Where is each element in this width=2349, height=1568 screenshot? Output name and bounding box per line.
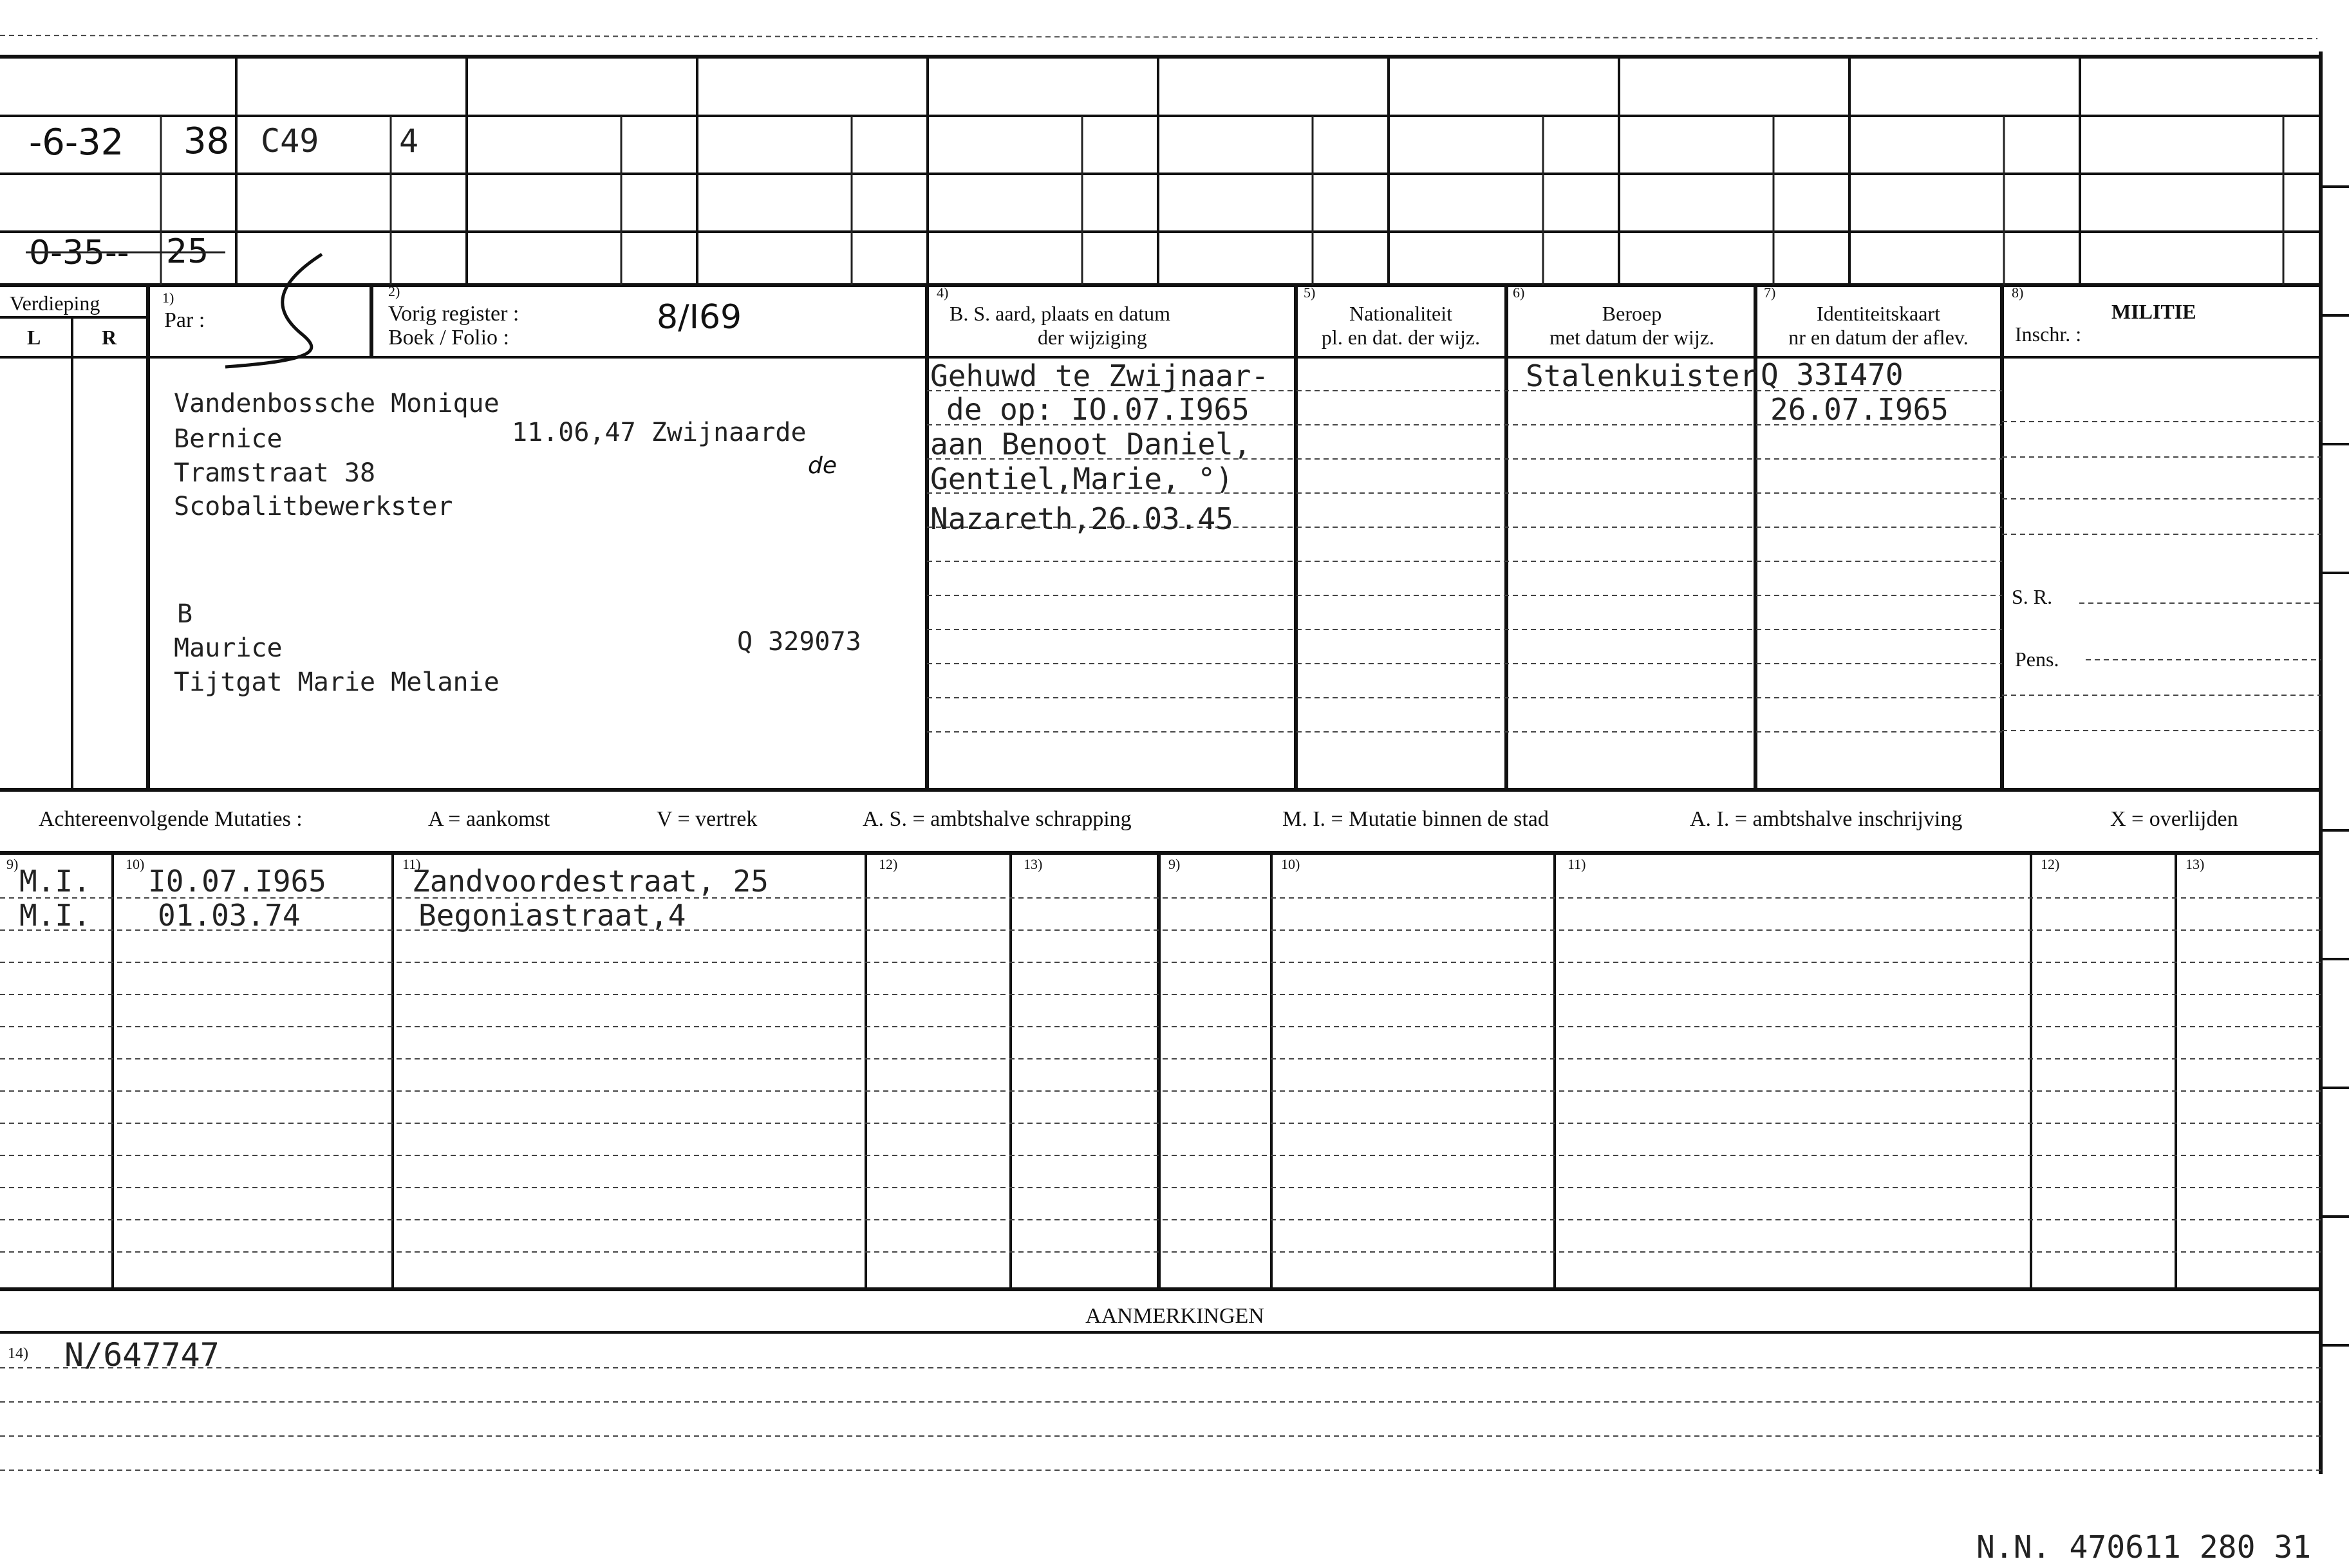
verdieping-label: Verdieping xyxy=(10,292,100,315)
grid-r1-c1: -6-32 xyxy=(29,122,124,163)
person-mark: de xyxy=(808,453,837,479)
r-label: R xyxy=(102,326,117,349)
person-occupation: Scobalitbewerkster xyxy=(174,492,453,521)
mut-h12: 12) xyxy=(879,856,898,872)
bs-label-2: der wijziging xyxy=(1038,326,1147,349)
mother-name: Tijtgat Marie Melanie xyxy=(174,667,500,697)
mut-h13: 13) xyxy=(1024,856,1043,872)
mut-h10: 10) xyxy=(126,856,145,872)
bs-line-5: Nazareth,26.03.45 xyxy=(930,501,1233,536)
aanmerkingen-title: AANMERKINGEN xyxy=(1085,1304,1264,1328)
ber-label-1: Beroep xyxy=(1602,302,1662,325)
mut-h11: 11) xyxy=(402,856,421,872)
l-label: L xyxy=(27,326,41,349)
legend-mi: M. I. = Mutatie binnen de stad xyxy=(1282,807,1549,831)
mut-row1-date: I0.07.I965 xyxy=(148,864,326,899)
father-name: Maurice xyxy=(174,633,283,663)
edge-ticks xyxy=(2321,187,2349,1345)
nat-no: 5) xyxy=(1304,285,1316,301)
id-card-nr: Q 33I470 xyxy=(1761,357,1904,392)
person-first-name-2: Bernice xyxy=(174,424,283,454)
mutaties-legend-title: Achtereenvolgende Mutaties : xyxy=(39,807,303,831)
mut-row2-address: Begoniastraat,4 xyxy=(418,898,686,933)
mut-h9-b: 9) xyxy=(1168,856,1181,872)
bs-line-4: Gentiel,Marie, °) xyxy=(930,462,1233,496)
bs-label-1: B. S. aard, plaats en datum xyxy=(950,302,1171,325)
person-name: Vandenbossche Monique xyxy=(174,389,500,418)
aanmerkingen-no: 14) xyxy=(8,1345,28,1362)
mut-h10-b: 10) xyxy=(1281,856,1300,872)
vorig-label: Vorig register : xyxy=(388,302,519,326)
mut-h9: 9) xyxy=(6,856,19,872)
sr-label: S. R. xyxy=(2012,585,2053,608)
legend-ai: A. I. = ambtshalve inschrijving xyxy=(1690,807,1963,831)
inschr-label: Inschr. : xyxy=(2015,322,2082,346)
par-no: 1) xyxy=(162,290,174,306)
ber-label-2: met datum der wijz. xyxy=(1549,326,1714,349)
grid-r1-c2: 38 xyxy=(183,120,230,162)
par-label: Par : xyxy=(164,308,205,332)
bs-no: 4) xyxy=(937,285,949,301)
legend-a: A = aankomst xyxy=(428,807,550,831)
top-grid-lines xyxy=(161,57,2283,285)
ruled-lines-remarks xyxy=(0,1368,2321,1470)
mut-row2-date: 01.03.74 xyxy=(158,898,301,933)
id-label-2: nr en datum der aflev. xyxy=(1788,326,1969,349)
bs-line-3: aan Benoot Daniel, xyxy=(930,427,1251,462)
bs-line-1: Gehuwd te Zwijnaar- xyxy=(930,359,1269,393)
id-no: 7) xyxy=(1764,285,1776,301)
mut-row1-address: Zandvoordestraat, 25 xyxy=(412,864,769,899)
nat-label-1: Nationaliteit xyxy=(1349,302,1452,325)
footer-national-number: N.N. 470611 280 31 xyxy=(1976,1529,2312,1565)
vorig-no: 2) xyxy=(388,283,400,299)
mut-row1-type: M.I. xyxy=(19,864,91,899)
legend-v: V = vertrek xyxy=(657,807,758,831)
grid-r1-c4: 4 xyxy=(399,122,419,160)
person-street: Tramstraat 38 xyxy=(174,458,376,488)
beroep-value: Stalenkuister xyxy=(1526,359,1758,393)
person-birth: 11.06,47 Zwijnaarde xyxy=(512,418,807,447)
grid-r2-c1: 0-35-- xyxy=(29,234,129,272)
grid-r1-c3: C49 xyxy=(261,122,319,160)
mut-h13-b: 13) xyxy=(2185,856,2205,872)
bs-line-2: de op: IO.07.I965 xyxy=(946,392,1249,427)
boek-label: Boek / Folio : xyxy=(388,326,509,350)
mut-row2-type: M.I. xyxy=(19,898,91,933)
grid-r2-c2: 25 xyxy=(166,232,209,271)
vorig-value: 8/I69 xyxy=(657,298,742,337)
ber-no: 6) xyxy=(1513,285,1525,301)
par-handwritten-mark xyxy=(225,254,322,367)
father-id: Q 329073 xyxy=(737,627,861,657)
id-card-date: 26.07.I965 xyxy=(1770,392,1949,427)
aanmerkingen-value: N/647747 xyxy=(64,1336,220,1374)
legend-as: A. S. = ambtshalve schrapping xyxy=(863,807,1132,831)
legend-x: X = overlijden xyxy=(2110,807,2238,831)
pens-label: Pens. xyxy=(2015,648,2059,671)
mut-h12-b: 12) xyxy=(2041,856,2060,872)
mut-h11-b: 11) xyxy=(1568,856,1586,872)
id-label-1: Identiteitskaart xyxy=(1817,302,1940,325)
mil-no: 8) xyxy=(2012,285,2024,301)
militie-label: MILITIE xyxy=(2111,300,2196,323)
torn-edge xyxy=(0,35,2317,39)
person-b: B xyxy=(177,599,193,629)
nat-label-2: pl. en dat. der wijz. xyxy=(1321,326,1481,349)
